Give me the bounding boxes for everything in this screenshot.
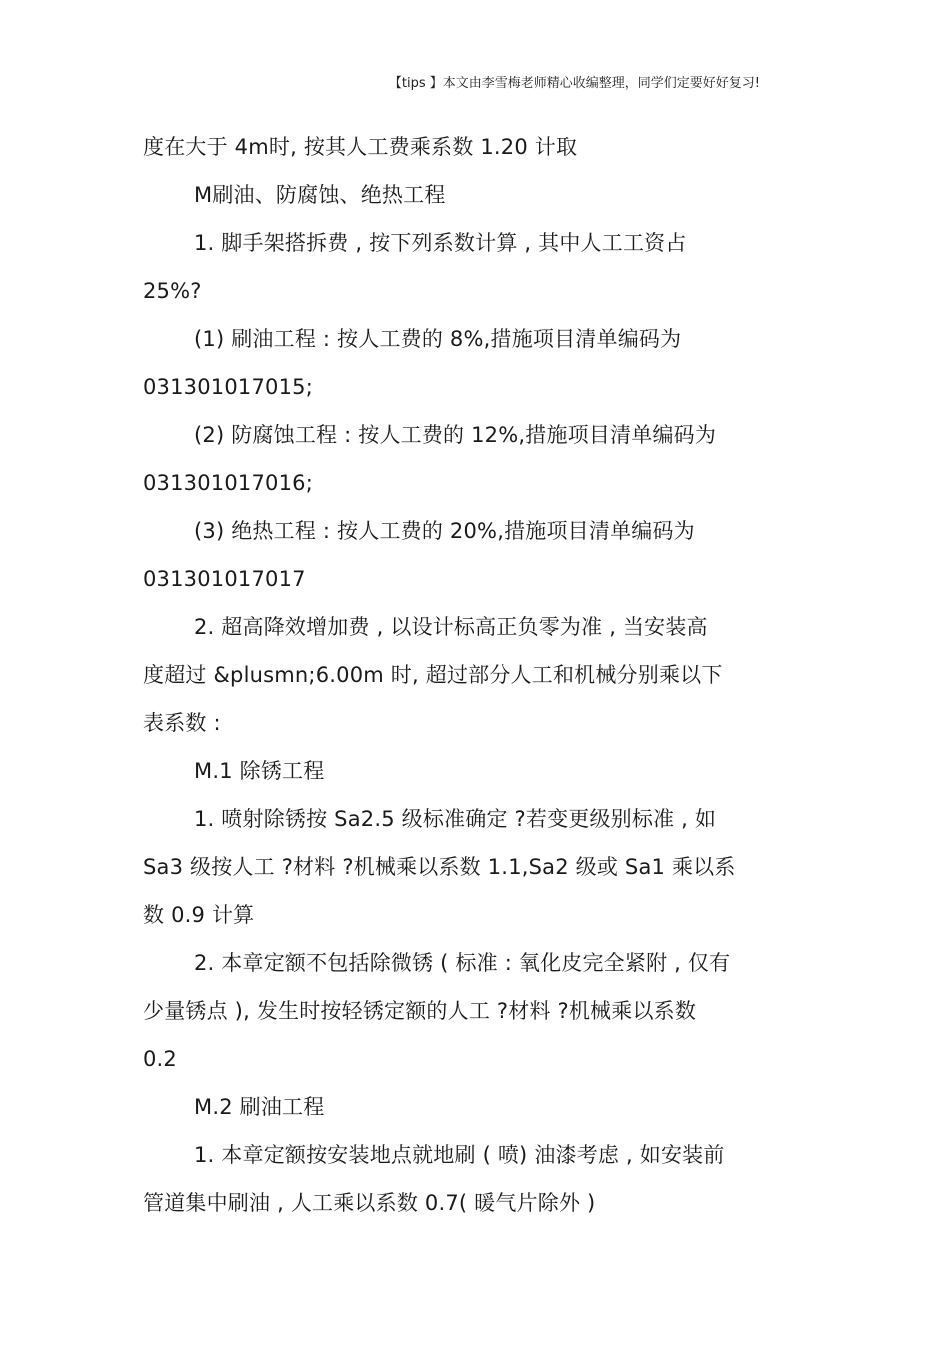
text-line: 少量锈点 ), 发生时按轻锈定额的人工 ?材料 ?机械乘以系数 xyxy=(143,999,697,1023)
text-line: 度在大于 4m时, 按其人工费乘系数 1.20 计取 xyxy=(143,135,578,159)
text-line: 1. 本章定额按安装地点就地刷 ( 喷) 油漆考虑 , 如安装前 xyxy=(194,1143,725,1167)
text-line: 度超过 &plusmn;6.00m 时, 超过部分人工和机械分别乘以下 xyxy=(143,663,723,687)
text-line: 1. 喷射除锈按 Sa2.5 级标准确定 ?若变更级别标准 , 如 xyxy=(194,807,717,831)
text-line: 2. 本章定额不包括除微锈 ( 标准 : 氧化皮完全紧附 , 仅有 xyxy=(194,951,731,975)
header-tip: 【tips 】本文由李雪梅老师精心收编整理，同学们定要好好复习! xyxy=(388,76,760,91)
text-line: 031301017015; xyxy=(143,375,314,399)
text-line: (3) 绝热工程 : 按人工费的 20%,措施项目清单编码为 xyxy=(194,519,695,543)
text-line: 管道集中刷油 , 人工乘以系数 0.7( 暖气片除外 ) xyxy=(143,1191,596,1215)
text-line: Sa3 级按人工 ?材料 ?机械乘以系数 1.1,Sa2 级或 Sa1 乘以系 xyxy=(143,855,736,879)
text-line: 表系数 : xyxy=(143,711,221,735)
text-line: (1) 刷油工程 : 按人工费的 8%,措施项目清单编码为 xyxy=(194,327,682,351)
text-line: 1. 脚手架搭拆费 , 按下列系数计算 , 其中人工工资占 xyxy=(194,231,687,255)
document-body xyxy=(143,123,813,1227)
text-line: 031301017017 xyxy=(143,567,306,591)
text-line: 数 0.9 计算 xyxy=(143,903,255,927)
section-heading: M.1 除锈工程 xyxy=(194,759,325,783)
text-line: 25%? xyxy=(143,279,202,303)
section-heading: M刷油、防腐蚀、绝热工程 xyxy=(194,183,446,207)
text-line: (2) 防腐蚀工程 : 按人工费的 12%,措施项目清单编码为 xyxy=(194,423,717,447)
section-heading: M.2 刷油工程 xyxy=(194,1095,325,1119)
text-line: 2. 超高降效增加费 , 以设计标高正负零为准 , 当安装高 xyxy=(194,615,708,639)
text-line: 031301017016; xyxy=(143,471,314,495)
text-line: 0.2 xyxy=(143,1047,177,1071)
